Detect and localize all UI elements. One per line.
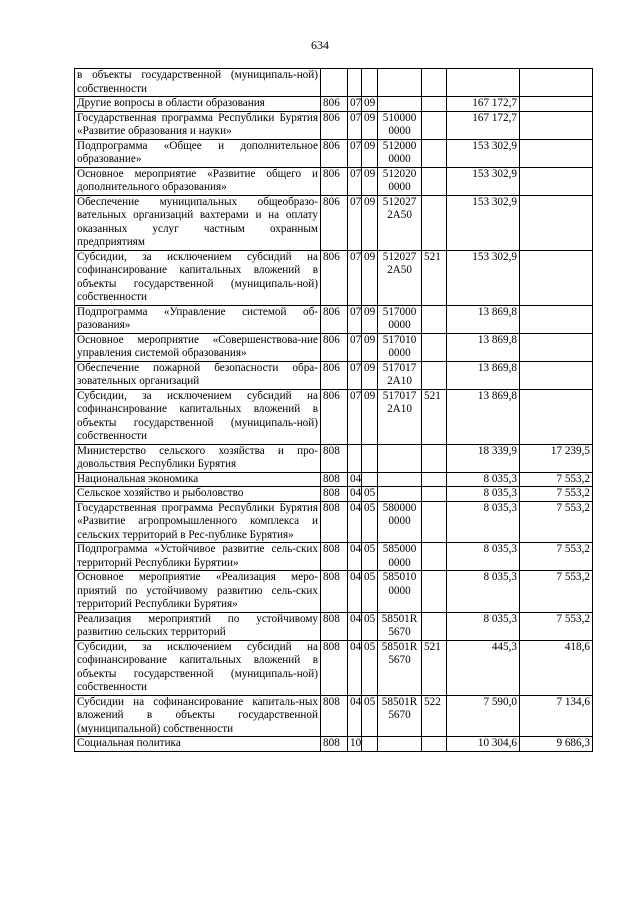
row-name-cell: Министерство сельского хозяйства и про-довольствия Республики Бурятия: [75, 444, 321, 472]
row-name-cell: Другие вопросы в области образования: [75, 97, 321, 112]
expense-type-cell: [422, 139, 447, 167]
amount-year1-cell: 13 869,8: [447, 361, 520, 389]
subsection-code-cell: 05: [362, 571, 378, 613]
amount-year2-cell: [520, 333, 593, 361]
amount-year1-cell: 10 304,6: [447, 737, 520, 752]
target-article-cell: 510000 0000: [378, 111, 422, 139]
subsection-code-cell: [362, 69, 378, 97]
subsection-code-cell: 09: [362, 361, 378, 389]
ministry-code-cell: 806: [321, 167, 348, 195]
amount-year2-cell: [520, 167, 593, 195]
expense-type-cell: 521: [422, 389, 447, 444]
target-article-cell: 512020 0000: [378, 167, 422, 195]
expense-type-cell: [422, 501, 447, 543]
table-row: [75, 195, 593, 250]
section-code-cell: 07: [348, 195, 362, 250]
amount-year2-cell: 7 553,2: [520, 487, 593, 502]
section-code-cell: 07: [348, 111, 362, 139]
expense-type-cell: [422, 111, 447, 139]
ministry-code-cell: 806: [321, 361, 348, 389]
amount-year1-cell: 13 869,8: [447, 305, 520, 333]
subsection-code-cell: [362, 472, 378, 487]
ministry-code-cell: 808: [321, 612, 348, 640]
amount-year1-cell: 8 035,3: [447, 487, 520, 502]
subsection-code-cell: 05: [362, 487, 378, 502]
table-row: [75, 501, 593, 543]
subsection-code-cell: 05: [362, 640, 378, 695]
table-row: [75, 361, 593, 389]
section-code-cell: 10: [348, 737, 362, 752]
section-code-cell: 04: [348, 501, 362, 543]
table-row: [75, 472, 593, 487]
section-code-cell: 07: [348, 361, 362, 389]
row-name-cell: в объекты государственной (муниципаль-ной) собственности: [75, 69, 321, 97]
amount-year1-cell: 167 172,7: [447, 111, 520, 139]
ministry-code-cell: 806: [321, 111, 348, 139]
ministry-code-cell: 808: [321, 501, 348, 543]
table-body: [75, 69, 593, 752]
amount-year1-cell: 153 302,9: [447, 139, 520, 167]
amount-year2-cell: 7 553,2: [520, 501, 593, 543]
amount-year2-cell: [520, 111, 593, 139]
target-article-cell: 58501R 5670: [378, 640, 422, 695]
ministry-code-cell: 806: [321, 195, 348, 250]
subsection-code-cell: 05: [362, 543, 378, 571]
table-row: [75, 737, 593, 752]
subsection-code-cell: [362, 444, 378, 472]
section-code-cell: 07: [348, 305, 362, 333]
row-name-cell: Социальная политика: [75, 737, 321, 752]
amount-year2-cell: 7 553,2: [520, 543, 593, 571]
subsection-code-cell: 09: [362, 111, 378, 139]
section-code-cell: 04: [348, 640, 362, 695]
target-article-cell: 580000 0000: [378, 501, 422, 543]
table-row: [75, 695, 593, 737]
row-name-cell: Субсидии, за исключением субсидий на софинансирование капитальных вложений в объекты государственной (муниципаль-ной) собственности: [75, 640, 321, 695]
row-name-cell: Субсидии, за исключением субсидий на софинансирование капитальных вложений в объекты государственной (муниципаль-ной) собственности: [75, 250, 321, 305]
ministry-code-cell: 808: [321, 543, 348, 571]
row-name-cell: Основное мероприятие «Реализация меро-приятий по устойчивому развитию сель-ских территорий Республики Бурятия»: [75, 571, 321, 613]
target-article-cell: [378, 737, 422, 752]
subsection-code-cell: 05: [362, 612, 378, 640]
section-code-cell: 07: [348, 97, 362, 112]
table-row: [75, 571, 593, 613]
expense-type-cell: [422, 361, 447, 389]
section-code-cell: 07: [348, 389, 362, 444]
expense-type-cell: [422, 444, 447, 472]
amount-year1-cell: 13 869,8: [447, 333, 520, 361]
section-code-cell: 07: [348, 333, 362, 361]
expense-type-cell: [422, 472, 447, 487]
amount-year1-cell: 13 869,8: [447, 389, 520, 444]
ministry-code-cell: 808: [321, 487, 348, 502]
section-code-cell: 04: [348, 472, 362, 487]
ministry-code-cell: 806: [321, 305, 348, 333]
table-row: [75, 444, 593, 472]
table-row: [75, 543, 593, 571]
expense-type-cell: 521: [422, 640, 447, 695]
target-article-cell: 512027 2А50: [378, 250, 422, 305]
table-row: [75, 111, 593, 139]
target-article-cell: 517017 2А10: [378, 361, 422, 389]
ministry-code-cell: 808: [321, 737, 348, 752]
table-row: [75, 97, 593, 112]
table-row: [75, 250, 593, 305]
row-name-cell: Государственная программа Республики Бурятия «Развитие образования и науки»: [75, 111, 321, 139]
expense-type-cell: [422, 612, 447, 640]
subsection-code-cell: 09: [362, 139, 378, 167]
row-name-cell: Подпрограмма «Управление системой об-разования»: [75, 305, 321, 333]
target-article-cell: 585000 0000: [378, 543, 422, 571]
row-name-cell: Субсидии на софинансирование капиталь-ных вложений в объекты государственной (муниципальной) собственности: [75, 695, 321, 737]
ministry-code-cell: 806: [321, 389, 348, 444]
target-article-cell: [378, 472, 422, 487]
amount-year2-cell: 418,6: [520, 640, 593, 695]
amount-year2-cell: [520, 69, 593, 97]
target-article-cell: 517010 0000: [378, 333, 422, 361]
ministry-code-cell: 808: [321, 640, 348, 695]
target-article-cell: 585010 0000: [378, 571, 422, 613]
amount-year1-cell: 167 172,7: [447, 97, 520, 112]
ministry-code-cell: 808: [321, 695, 348, 737]
amount-year1-cell: 8 035,3: [447, 571, 520, 613]
expense-type-cell: [422, 333, 447, 361]
amount-year2-cell: 7 553,2: [520, 571, 593, 613]
amount-year2-cell: 7 134,6: [520, 695, 593, 737]
amount-year1-cell: [447, 69, 520, 97]
subsection-code-cell: [362, 737, 378, 752]
section-code-cell: 04: [348, 571, 362, 613]
amount-year2-cell: 17 239,5: [520, 444, 593, 472]
subsection-code-cell: 05: [362, 501, 378, 543]
amount-year2-cell: 9 686,3: [520, 737, 593, 752]
row-name-cell: Субсидии, за исключением субсидий на софинансирование капитальных вложений в объекты государственной (муниципаль-ной) собственности: [75, 389, 321, 444]
row-name-cell: Обеспечение пожарной безопасности обра-зовательных организаций: [75, 361, 321, 389]
section-code-cell: 04: [348, 695, 362, 737]
amount-year2-cell: [520, 139, 593, 167]
amount-year1-cell: 18 339,9: [447, 444, 520, 472]
row-name-cell: Национальная экономика: [75, 472, 321, 487]
target-article-cell: 58501R 5670: [378, 612, 422, 640]
subsection-code-cell: 09: [362, 167, 378, 195]
expense-type-cell: 521: [422, 250, 447, 305]
section-code-cell: 07: [348, 167, 362, 195]
expense-type-cell: [422, 195, 447, 250]
target-article-cell: [378, 487, 422, 502]
row-name-cell: Обеспечение муниципальных общеобразо-вательных организаций вахтерами и на оплату оказанных услуг частным охранным предприятиям: [75, 195, 321, 250]
table-row: [75, 69, 593, 97]
row-name-cell: Подпрограмма «Общее и дополнительное образование»: [75, 139, 321, 167]
section-code-cell: 07: [348, 250, 362, 305]
table-row: [75, 167, 593, 195]
subsection-code-cell: 09: [362, 333, 378, 361]
section-code-cell: 07: [348, 139, 362, 167]
table-row: [75, 305, 593, 333]
section-code-cell: 04: [348, 612, 362, 640]
amount-year1-cell: 7 590,0: [447, 695, 520, 737]
amount-year2-cell: [520, 389, 593, 444]
table-row: [75, 487, 593, 502]
ministry-code-cell: 806: [321, 139, 348, 167]
amount-year1-cell: 153 302,9: [447, 167, 520, 195]
amount-year2-cell: 7 553,2: [520, 612, 593, 640]
subsection-code-cell: 09: [362, 195, 378, 250]
section-code-cell: [348, 444, 362, 472]
expense-type-cell: [422, 487, 447, 502]
amount-year2-cell: [520, 305, 593, 333]
expense-type-cell: [422, 305, 447, 333]
ministry-code-cell: 806: [321, 97, 348, 112]
expense-type-cell: [422, 571, 447, 613]
amount-year2-cell: [520, 195, 593, 250]
section-code-cell: [348, 69, 362, 97]
amount-year1-cell: 153 302,9: [447, 250, 520, 305]
subsection-code-cell: 05: [362, 695, 378, 737]
amount-year1-cell: 8 035,3: [447, 543, 520, 571]
target-article-cell: [378, 69, 422, 97]
expense-type-cell: [422, 543, 447, 571]
row-name-cell: Сельское хозяйство и рыболовство: [75, 487, 321, 502]
ministry-code-cell: 806: [321, 333, 348, 361]
ministry-code-cell: 808: [321, 472, 348, 487]
amount-year2-cell: [520, 97, 593, 112]
amount-year2-cell: [520, 250, 593, 305]
table-row: [75, 139, 593, 167]
amount-year1-cell: 8 035,3: [447, 501, 520, 543]
row-name-cell: Реализация мероприятий по устойчивому развитию сельских территорий: [75, 612, 321, 640]
amount-year1-cell: 8 035,3: [447, 612, 520, 640]
amount-year2-cell: 7 553,2: [520, 472, 593, 487]
page-number: 634: [311, 38, 329, 52]
expense-type-cell: [422, 69, 447, 97]
table-row: [75, 640, 593, 695]
table-row: [75, 333, 593, 361]
subsection-code-cell: 09: [362, 250, 378, 305]
expense-type-cell: [422, 97, 447, 112]
ministry-code-cell: 806: [321, 250, 348, 305]
budget-table: [74, 68, 593, 752]
target-article-cell: 517000 0000: [378, 305, 422, 333]
amount-year1-cell: 153 302,9: [447, 195, 520, 250]
target-article-cell: 517017 2А10: [378, 389, 422, 444]
amount-year1-cell: 445,3: [447, 640, 520, 695]
row-name-cell: Основное мероприятие «Развитие общего и дополнительного образования»: [75, 167, 321, 195]
table-row: [75, 612, 593, 640]
expense-type-cell: [422, 167, 447, 195]
row-name-cell: Подпрограмма «Устойчивое развитие сель-ских территорий Республики Бурятии»: [75, 543, 321, 571]
subsection-code-cell: 09: [362, 305, 378, 333]
amount-year1-cell: 8 035,3: [447, 472, 520, 487]
target-article-cell: 58501R 5670: [378, 695, 422, 737]
ministry-code-cell: 808: [321, 571, 348, 613]
ministry-code-cell: 808: [321, 444, 348, 472]
subsection-code-cell: 09: [362, 97, 378, 112]
row-name-cell: Государственная программа Республики Бурятия «Развитие агропромышленного комплекса и сельских территорий в Рес-публике Бурятия»: [75, 501, 321, 543]
ministry-code-cell: [321, 69, 348, 97]
table-row: [75, 389, 593, 444]
section-code-cell: 04: [348, 543, 362, 571]
expense-type-cell: [422, 737, 447, 752]
row-name-cell: Основное мероприятие «Совершенствова-ние управления системой образования»: [75, 333, 321, 361]
expense-type-cell: 522: [422, 695, 447, 737]
target-article-cell: 512000 0000: [378, 139, 422, 167]
amount-year2-cell: [520, 361, 593, 389]
subsection-code-cell: 09: [362, 389, 378, 444]
target-article-cell: [378, 97, 422, 112]
section-code-cell: 04: [348, 487, 362, 502]
target-article-cell: 512027 2А50: [378, 195, 422, 250]
target-article-cell: [378, 444, 422, 472]
